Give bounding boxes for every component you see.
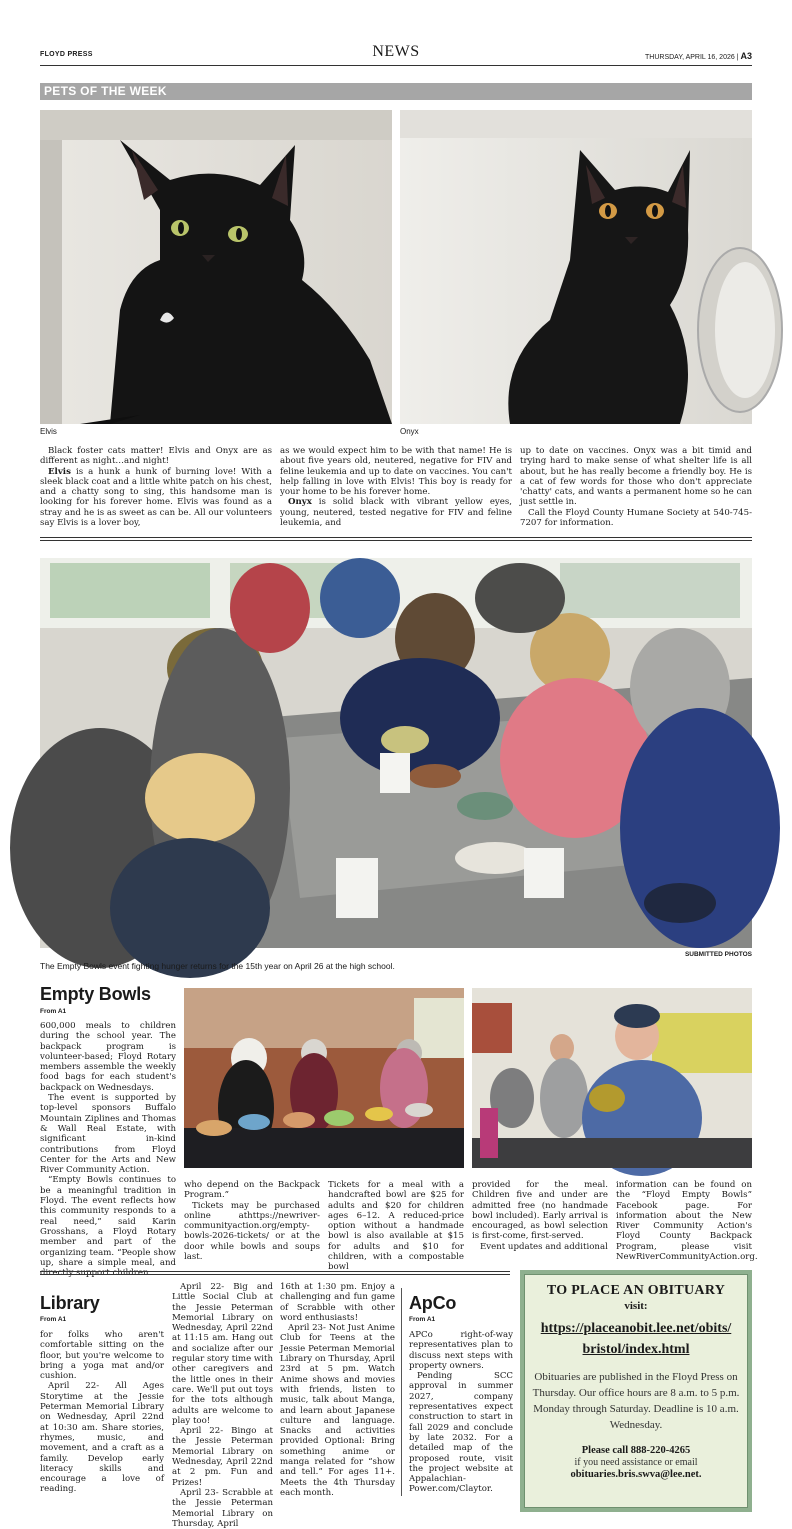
header-rule [40, 65, 752, 66]
pets-intro-paragraph: Black foster cats matter! Elvis and Onyx are as different as night…and night! [40, 446, 272, 467]
section-divider [40, 537, 752, 541]
onyx-name: Onyx [288, 497, 312, 508]
bowl-table-illustration [184, 988, 464, 1168]
pets-column-1 [40, 446, 272, 528]
paragraph: who depend on the Backpack Program.” [184, 1180, 320, 1201]
onyx-paragraph [280, 497, 512, 528]
empty-bowls-column-5 [616, 1180, 758, 1263]
elvis-paragraph [40, 467, 272, 529]
paragraph: April 23- Not Just Anime Club for Teens at the Jessie Peterman Memorial Library on Thursday, April 23rd at 5 pm. Watch Anime shows and movies with friends, listen to music, talk about Manga, and learn about Japanese culture and language. Snacks and activities provided Optional: Bring something anime or manga related for “show and tell.” For ages 11+. Meets the 4th Thursday each month. [280, 1323, 395, 1498]
obituary-link[interactable] [525, 1318, 747, 1360]
pets-column-3 [520, 446, 752, 528]
library-jump-line: From A1 [40, 1316, 67, 1323]
photo-credit: SUBMITTED PHOTOS [684, 951, 752, 958]
paragraph: for folks who aren't comfortable sitting on the floor, but you're welcome to bring a yoga mat and/or cushion. [40, 1330, 164, 1382]
column-rule [401, 1288, 402, 1496]
library-column-2 [172, 1282, 273, 1529]
apco-column [409, 1330, 513, 1495]
pets-column-2 [280, 446, 512, 528]
empty-bowls-column-3 [328, 1180, 464, 1273]
pets-section-band [40, 83, 752, 100]
onyx-caption: Onyx [400, 427, 419, 436]
cafeteria-scene-illustration [40, 558, 752, 948]
onyx-text: is solid black with vibrant yellow eyes, young, neutered, tested negative for FIV and feline leukemia, and [280, 497, 512, 529]
onyx-continued-paragraph: up to date on vaccines. Onyx was a bit timid and trying hard to make sense of what shelter life is all about, but he has really become a friendly boy. He is a cat of few words for those who don't appreciate 'chatty' cats, and wants a permanent home so he can just settle in. [520, 446, 752, 508]
empty-bowls-photo-3 [472, 988, 752, 1168]
paper-name: FLOYD PRESS [40, 51, 93, 58]
main-photo-caption: The Empty Bowls event fighting hunger returns for the 15th year on April 26 at the high school. [40, 961, 395, 971]
paragraph: APCo right-of-way representatives plan to discuss next steps with property owners. [409, 1330, 513, 1371]
empty-bowls-column-1 [40, 1021, 176, 1278]
paragraph: The event is supported by top-level sponsors Buffalo Mountain Ziplines and Thomas & Wall Real Estate, with significant in-kind contributions from Floyd Center for the Arts and New River Community Action. [40, 1093, 176, 1176]
obituary-body: Obituaries are published in the Floyd Press on Thursday. Our office hours are 8 a.m. to 5 p.m. Monday through Saturday. Deadline is 10 a.m. Wednesday. [532, 1371, 740, 1431]
empty-bowls-headline: Empty Bowls [40, 984, 151, 1004]
empty-bowls-column-4 [472, 1180, 608, 1252]
elvis-cat-illustration [40, 110, 392, 424]
library-column-3 [280, 1282, 395, 1498]
library-column-1 [40, 1330, 164, 1495]
elvis-continued-paragraph: as we would expect him to be with that name! He is about five years old, neutered, negative for FIV and feline leukemia and up to date on vaccines. You can't help falling in love with Elvis! This boy is ready for your home to be his forever home. [280, 446, 512, 498]
pets-band-title: PETS OF THE WEEK [44, 84, 167, 98]
library-headline: Library [40, 1293, 100, 1313]
paragraph: Tickets may be purchased online athttps://newriver-communityaction.org/empty-bowls-2026-tickets/ or at the door while bowls and soups last. [184, 1200, 320, 1263]
empty-bowls-photo-2 [184, 988, 464, 1168]
header-separator: | [736, 54, 739, 61]
obituary-box [520, 1270, 752, 1512]
paragraph: 600,000 meals to children during the school year. The backpack program is volunteer-based; Floyd Rotary members assemble the weekly food bags for each student's backpack on Wednesdays. [40, 1021, 176, 1093]
elvis-caption: Elvis [40, 427, 57, 436]
paragraph: 16th at 1:30 pm. Enjoy a challenging and fun game of Scrabble with other word enthusiasts! [280, 1282, 395, 1323]
empty-bowls-jump-line: From A1 [40, 1008, 67, 1015]
obituary-assist-text: if you need assistance or email [574, 1457, 698, 1468]
paragraph: “Empty Bowls continues to be a meaningful tradition in Floyd. The event reflects how this community responds to a real need,” said Karin Grosshans, a Floyd Rotary member and part of the organizing team. “People show up, share a simple meal, and directly support children [40, 1175, 176, 1279]
obituary-email[interactable]: obituaries.bris.swva@lee.net. [570, 1469, 702, 1480]
onyx-photo [400, 110, 752, 424]
paragraph: April 22- Big and Little Social Club at the Jessie Peterman Memorial Library on Wednesday, April 22nd at 11:15 am. Hang out and socialize after our regular story time with other caregivers and the little ones in their care. We'll put out toys for the tots although adults are welcome to play too! [172, 1282, 273, 1426]
section-title: NEWS [372, 43, 420, 60]
paragraph: provided for the meal. Children five and under are admitted free (no handmade bowl included). Early arrival is encouraged, as bowl selection is first-come, first-served. [472, 1180, 608, 1242]
apco-headline: ApCo [409, 1293, 457, 1313]
apco-jump-line: From A1 [409, 1316, 436, 1323]
paragraph: Tickets for a meal with a handcrafted bowl are $25 for adults and $20 for children ages 6–12. A reduced-price option without a handmade bowl is also available at $15 for adults and $10 for children, with a compostable bowl [328, 1180, 464, 1273]
paragraph: information can be found on the “Floyd Empty Bowls” Facebook page. For information about the New River Community Action's Floyd County Backpack Program, please visit NewRiverCommunityAction.org. [616, 1180, 758, 1263]
paragraph: Pending SCC approval in summer 2027, company representatives expect construction to start in fall 2029 and conclude by late 2032. For a detailed map of the proposed route, visit the project website at Appalachian-Power.com/Claytor. [409, 1371, 513, 1495]
obituary-link-line-2[interactable]: bristol/index.html [582, 1342, 690, 1357]
paragraph: April 22- All Ages Storytime at the Jessie Peterman Memorial Library on Wednesday, April 22nd at 10:30 am. Share stories, rhymes, music, and movement, and a craft as a family. Develop early literacy skills and encourage a love of reading. [40, 1381, 164, 1495]
elvis-photo [40, 110, 392, 424]
elvis-name: Elvis [48, 466, 71, 477]
obituary-box-inner [524, 1274, 748, 1508]
onyx-cat-illustration [400, 110, 752, 424]
obituary-phone: Please call 888-220-4265 [581, 1445, 691, 1456]
paragraph: Event updates and additional [480, 1241, 608, 1252]
obituary-link-line-1[interactable]: https://placeanobit.lee.net/obits/ [540, 1321, 732, 1336]
page-number: A3 [740, 51, 752, 61]
obituary-title: TO PLACE AN OBITUARY [546, 1283, 726, 1298]
elvis-text: is a hunk a hunk of burning love! With a sleek black coat and a little white patch on his chest, and a chatty song to sing, this handsome man is looking for his forever home. Elvis was found as a stray and he is as sweet as can be. All our volunteers say Elvis is a lover boy, [40, 466, 272, 529]
humane-society-contact: Call the Floyd County Humane Society at 540-745-7207 for information. [520, 507, 752, 529]
man-with-bowl-illustration [472, 988, 752, 1168]
date-and-page [645, 51, 752, 61]
issue-date: THURSDAY, APRIL 16, 2026 [645, 54, 735, 61]
paragraph: April 23- Scrabble at the Jessie Peterman Memorial Library on Thursday, April [172, 1487, 273, 1529]
empty-bowls-main-photo [40, 558, 752, 948]
section-divider [40, 1271, 510, 1275]
empty-bowls-column-2 [184, 1180, 320, 1262]
paragraph: April 22- Bingo at the Jessie Peterman Memorial Library on Wednesday, April 22nd at 2 pm. Fun and Prizes! [172, 1426, 273, 1488]
obituary-visit-label: visit: [624, 1300, 648, 1312]
